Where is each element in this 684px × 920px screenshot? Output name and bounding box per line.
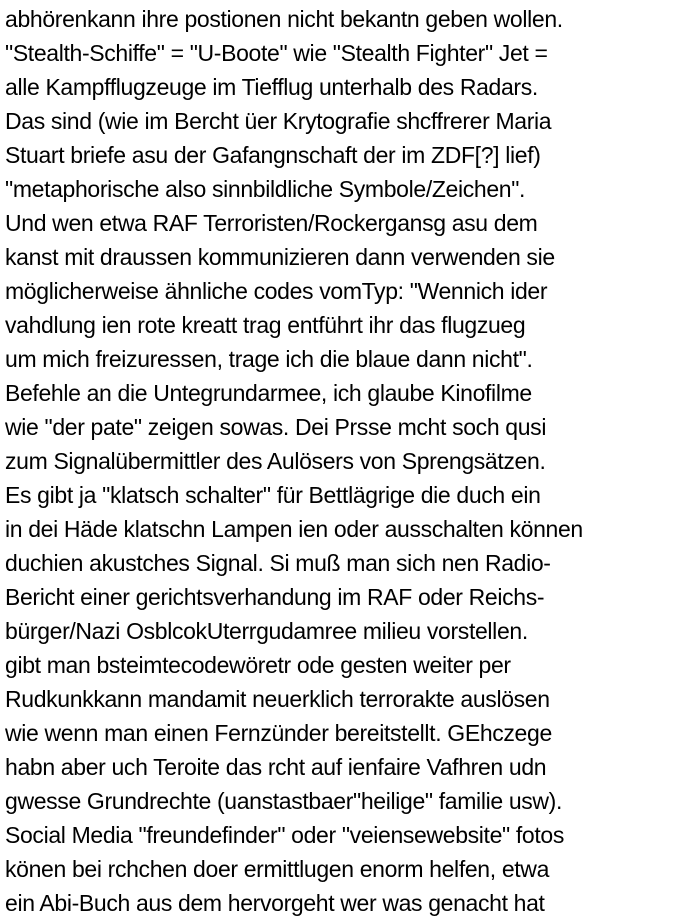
text-line: "metaphorische also sinnbildliche Symbole/Zeichen". xyxy=(5,176,526,202)
text-line: wie wenn man einen Fernzünder bereitstellt. GEhczege xyxy=(5,720,552,746)
text-line: habn aber uch Teroite das rcht auf ienfaire Vafhren udn xyxy=(5,754,547,780)
text-line: in dei Häde klatschn Lampen ien oder ausschalten können xyxy=(5,516,583,542)
text-line: Und wen etwa RAF Terroristen/Rockergansg asu dem xyxy=(5,210,538,236)
text-line: könen bei rchchen doer ermittlugen enorm helfen, etwa xyxy=(5,856,550,882)
text-line: zum Signalübermittler des Aulösers von Sprengsätzen. xyxy=(5,448,546,474)
text-line: Das sind (wie im Bercht üer Krytografie shcffrerer Maria xyxy=(5,108,552,134)
text-line: kanst mit draussen kommunizieren dann verwenden sie xyxy=(5,244,555,270)
text-line: Social Media "freundefinder" oder "veiensewebsite" fotos xyxy=(5,822,564,848)
text-line: ein Abi-Buch aus dem hervorgeht wer was genacht hat xyxy=(5,890,545,916)
text-line: abhörenkann ihre postionen nicht bekantn geben wollen. xyxy=(5,6,563,32)
text-line: Bericht einer gerichtsverhandung im RAF oder Reichs- xyxy=(5,584,545,610)
text-line: alle Kampfflugzeuge im Tiefflug unterhalb des Radars. xyxy=(5,74,538,100)
text-line: duchien akustches Signal. Si muß man sich nen Radio- xyxy=(5,550,551,576)
text-line: gwesse Grundrechte (uanstastbaer"heilige" familie usw). xyxy=(5,788,563,814)
text-line: um mich freizuressen, trage ich die blaue dann nicht". xyxy=(5,346,533,372)
text-line: Es gibt ja "klatsch schalter" für Bettlägrige die duch ein xyxy=(5,482,541,508)
text-line: vahdlung ien rote kreatt trag entführt ihr das flugzueg xyxy=(5,312,526,338)
text-line: Befehle an die Untegrundarmee, ich glaube Kinofilme xyxy=(5,380,532,406)
text-line: gibt man bsteimtecodewöretr ode gesten weiter per xyxy=(5,652,511,678)
text-line: Rudkunkkann mandamit neuerklich terrorakte auslösen xyxy=(5,686,550,712)
text-line: Stuart briefe asu der Gafangnschaft der im ZDF[?] lief) xyxy=(5,142,541,168)
text-line: wie "der pate" zeigen sowas. Dei Prsse mcht soch qusi xyxy=(5,414,547,440)
text-line: möglicherweise ähnliche codes vomTyp: "Wennich ider xyxy=(5,278,548,304)
text-line: "Stealth-Schiffe" = "U-Boote" wie "Stealth Fighter" Jet = xyxy=(5,40,548,66)
text-line: bürger/Nazi OsblcokUterrgudamree milieu vorstellen. xyxy=(5,618,528,644)
